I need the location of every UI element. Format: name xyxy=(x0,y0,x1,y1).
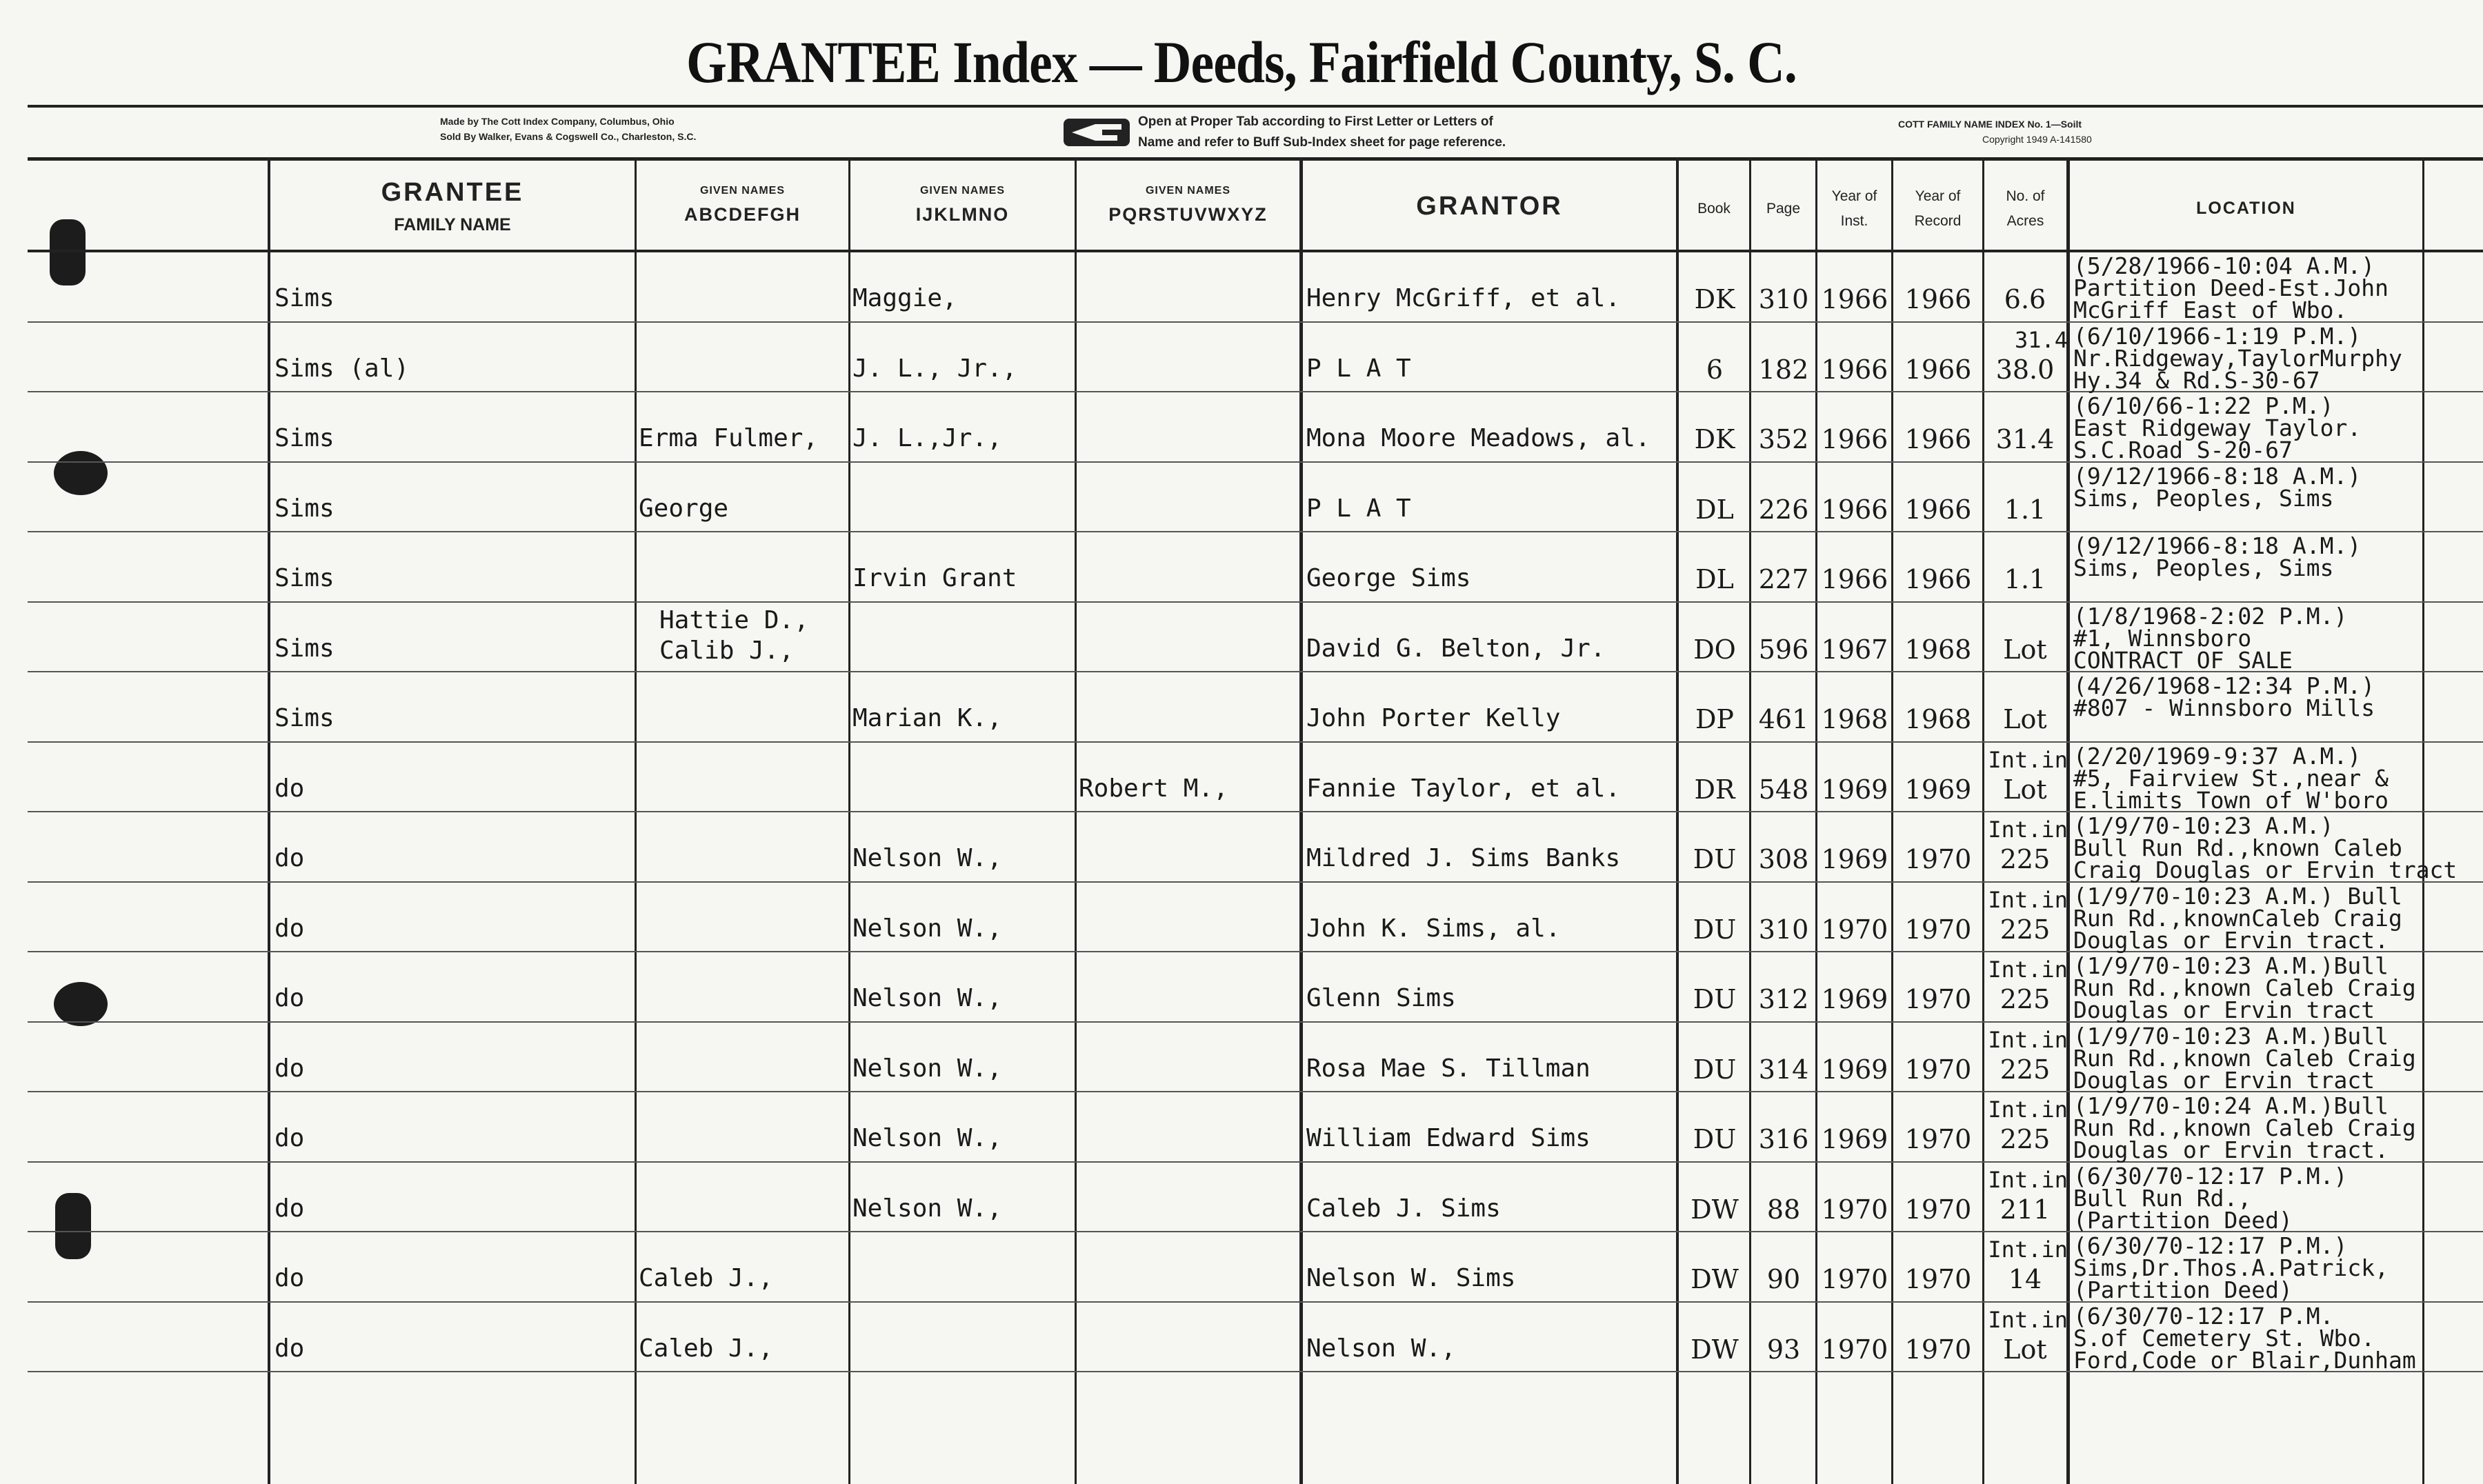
book-cell: DO xyxy=(1693,634,1736,665)
top-rule xyxy=(28,105,2483,108)
acres-header-line2: Acres xyxy=(2006,213,2044,229)
family-name-cell: do xyxy=(275,774,305,803)
acres-prefix-note: Int.in xyxy=(1988,886,2068,913)
location-line-2: Run Rd.,known Caleb Craig xyxy=(2073,1114,2416,1141)
page-cell: 548 xyxy=(1758,774,1809,805)
location-header: LOCATION xyxy=(2196,199,2296,218)
acres-prefix-note: Int.in xyxy=(1988,956,2068,983)
location-line-3: (Partition Deed) xyxy=(2073,1206,2293,1234)
family-name-cell: Sims xyxy=(275,564,335,592)
location-line-1: (1/9/70-10:24 A.M.)Bull xyxy=(2073,1092,2389,1119)
acres-cell: 225 xyxy=(2000,1124,2051,1154)
year-record-header-line2: Record xyxy=(1914,213,1962,229)
location-line-3: Craig Douglas or Ervin tract xyxy=(2073,856,2457,883)
grantor-cell: Glenn Sims xyxy=(1306,984,1456,1012)
year-record-cell: 1970 xyxy=(1904,914,1972,945)
grantor-cell: John Porter Kelly xyxy=(1306,704,1561,732)
book-cell: DW xyxy=(1691,1264,1739,1294)
family-name-cell: Sims xyxy=(275,704,335,732)
book-cell: DU xyxy=(1693,914,1737,945)
col-divider-3 xyxy=(848,160,850,1484)
acres-cell: 31.4 xyxy=(1995,424,2055,454)
pointing-hand-icon xyxy=(1062,113,1131,152)
year-record-cell: 1970 xyxy=(1904,1264,1972,1294)
location-line-2: Sims, Peoples, Sims xyxy=(2073,554,2334,581)
given-names-label-3: GIVEN NAMES xyxy=(1145,185,1230,197)
year-inst-cell: 1969 xyxy=(1821,1054,1888,1085)
family-name-cell: Sims xyxy=(275,634,335,663)
given-name-ijklmno-cell: Irvin Grant xyxy=(852,564,1017,592)
given-name-ijklmno-cell: Nelson W., xyxy=(852,1124,1002,1152)
location-line-2: Sims,Dr.Thos.A.Patrick, xyxy=(2073,1254,2389,1281)
year-record-cell: 1970 xyxy=(1904,1124,1972,1154)
location-line-2: Run Rd.,knownCaleb Craig xyxy=(2073,904,2402,932)
grantee-header: GRANTEE xyxy=(381,178,524,207)
acres-cell: 38.0 xyxy=(1995,354,2055,385)
binder-hole-upper xyxy=(54,451,108,495)
year-record-cell: 1970 xyxy=(1904,1334,1972,1365)
year-inst-cell: 1967 xyxy=(1821,634,1888,665)
family-name-cell: do xyxy=(275,1334,305,1363)
location-line-1: (4/26/1968-12:34 P.M.) xyxy=(2073,672,2375,699)
page-header: Page xyxy=(1766,201,1801,217)
given-names-label-1: GIVEN NAMES xyxy=(699,185,785,197)
given-name-ijklmno-cell: Nelson W., xyxy=(852,844,1002,872)
given-name-ijklmno-cell: Maggie, xyxy=(852,284,957,312)
grantor-cell: Nelson W. Sims xyxy=(1306,1264,1516,1292)
acres-header-line1: No. of xyxy=(2006,188,2045,204)
book-cell: DR xyxy=(1694,774,1735,805)
acres-cell: 225 xyxy=(2000,984,2051,1014)
page-cell: 88 xyxy=(1766,1194,1801,1225)
book-cell: DL xyxy=(1695,564,1734,594)
location-line-3: E.limits Town of W'boro xyxy=(2073,786,2389,814)
location-line-1: (1/9/70-10:23 A.M.)Bull xyxy=(2073,952,2389,979)
year-inst-cell: 1966 xyxy=(1821,424,1888,454)
given-name-ijklmno-cell: Marian K., xyxy=(852,704,1002,732)
year-inst-cell: 1970 xyxy=(1821,1194,1888,1225)
family-name-cell: do xyxy=(275,984,305,1012)
acres-cell: 225 xyxy=(2000,844,2051,874)
grantor-cell: P L A T xyxy=(1306,494,1411,523)
location-line-3: S.C.Road S-20-67 xyxy=(2073,437,2293,463)
location-line-1: (6/30/70-12:17 P.M.) xyxy=(2073,1162,2348,1190)
year-inst-header-line1: Year of xyxy=(1831,188,1877,204)
location-line-3: Douglas or Ervin tract. xyxy=(2073,1136,2389,1163)
book-cell: DU xyxy=(1693,1124,1737,1154)
year-inst-cell: 1969 xyxy=(1821,1124,1888,1154)
col-divider-4 xyxy=(1075,160,1077,1484)
given-names-label-2: GIVEN NAMES xyxy=(919,185,1005,197)
location-line-1: (6/10/1966-1:19 P.M.) xyxy=(2073,322,2362,350)
acres-cell: 14 xyxy=(2008,1264,2042,1294)
given-names-pqrstuvwxyz-header: PQRSTUVWXYZ xyxy=(1108,204,1268,225)
year-inst-cell: 1966 xyxy=(1821,564,1888,594)
grantor-cell: Mildred J. Sims Banks xyxy=(1306,844,1621,872)
grantor-cell: Nelson W., xyxy=(1306,1334,1456,1363)
location-line-3: Hy.34 & Rd.S-30-67 xyxy=(2073,366,2320,394)
book-cell: DK xyxy=(1694,424,1735,454)
grantor-cell: John K. Sims, al. xyxy=(1306,914,1561,943)
year-record-cell: 1970 xyxy=(1904,844,1972,874)
grantor-cell: Fannie Taylor, et al. xyxy=(1306,774,1621,803)
page-cell: 314 xyxy=(1758,1054,1809,1085)
col-divider-2 xyxy=(635,160,637,1484)
acres-prefix-note: Int.in xyxy=(1988,1026,2068,1053)
cott-index-label: COTT FAMILY NAME INDEX No. 1—Soilt xyxy=(1898,119,2082,130)
location-line-1: (1/9/70-10:23 A.M.) Bull xyxy=(2073,882,2402,910)
page-cell: 226 xyxy=(1758,494,1809,525)
family-name-header: FAMILY NAME xyxy=(394,215,511,234)
family-name-cell: Sims xyxy=(275,494,335,523)
year-record-cell: 1966 xyxy=(1904,494,1972,525)
year-record-cell: 1966 xyxy=(1904,354,1972,385)
year-inst-cell: 1968 xyxy=(1821,704,1888,734)
year-record-cell: 1970 xyxy=(1904,1194,1972,1225)
given-name-abcdefgh-cell: George xyxy=(639,494,729,523)
book-cell: DW xyxy=(1691,1194,1739,1225)
page-cell: 312 xyxy=(1758,984,1809,1014)
family-name-cell: Sims (al) xyxy=(275,354,410,383)
family-name-cell: do xyxy=(275,1124,305,1152)
acres-cell: Lot xyxy=(2003,774,2047,805)
location-line-2: Partition Deed-Est.John xyxy=(2073,274,2389,301)
location-line-3: Douglas or Ervin tract. xyxy=(2073,926,2389,954)
acres-cell: 225 xyxy=(2000,914,2051,945)
grantor-cell: William Edward Sims xyxy=(1306,1124,1590,1152)
year-inst-cell: 1970 xyxy=(1821,1334,1888,1365)
page-cell: 461 xyxy=(1758,704,1809,734)
book-cell: 6 xyxy=(1706,354,1724,385)
binder-slot-top xyxy=(50,219,86,285)
year-record-header-line1: Year of xyxy=(1915,188,1961,204)
location-line-2: #5, Fairview St.,near & xyxy=(2073,764,2389,792)
col-divider-6 xyxy=(1676,160,1679,1484)
family-name-cell: do xyxy=(275,1054,305,1083)
given-name-abcdefgh-cell: Hattie D., Calib J., xyxy=(659,605,809,665)
col-divider-5 xyxy=(1299,160,1303,1484)
location-line-3: Douglas or Ervin tract xyxy=(2073,1066,2375,1094)
acres-prefix-note: Int.in xyxy=(1988,1236,2068,1263)
given-names-ijklmno-header: IJKLMNO xyxy=(915,204,1010,225)
col-divider-7 xyxy=(1749,160,1751,1484)
col-divider-1 xyxy=(268,160,270,1484)
location-line-3: Douglas or Ervin tract xyxy=(2073,996,2375,1023)
acres-cell: Lot xyxy=(2003,634,2047,665)
location-line-2: #1, Winnsboro xyxy=(2073,624,2252,652)
year-record-cell: 1968 xyxy=(1904,704,1972,734)
grantor-cell: Mona Moore Meadows, al. xyxy=(1306,424,1651,452)
acres-prefix-note: Int.in xyxy=(1988,1096,2068,1123)
acres-prefix-note: Int.in xyxy=(1988,746,2068,773)
acres-cell: Lot xyxy=(2003,1334,2047,1365)
given-name-abcdefgh-cell: Erma Fulmer, xyxy=(639,424,819,452)
acres-prefix-note: Int.in xyxy=(1988,1166,2068,1193)
location-line-1: (6/30/70-12:17 P.M. xyxy=(2073,1302,2334,1330)
book-cell: DW xyxy=(1691,1334,1739,1365)
acres-cell: 1.1 xyxy=(2004,494,2046,525)
year-record-cell: 1966 xyxy=(1904,284,1972,314)
location-line-2: S.of Cemetery St. Wbo. xyxy=(2073,1324,2375,1352)
location-line-1: (1/9/70-10:23 A.M.) xyxy=(2073,812,2334,839)
page-cell: 596 xyxy=(1758,634,1809,665)
given-name-ijklmno-cell: Nelson W., xyxy=(852,914,1002,943)
year-inst-header-line2: Inst. xyxy=(1840,213,1868,229)
year-inst-cell: 1966 xyxy=(1821,494,1888,525)
grantor-cell: George Sims xyxy=(1306,564,1471,592)
given-names-abcdefgh-header: ABCDEFGH xyxy=(684,204,801,225)
acres-cell: Lot xyxy=(2003,704,2047,734)
year-inst-cell: 1966 xyxy=(1821,354,1888,385)
year-inst-cell: 1966 xyxy=(1821,284,1888,314)
page-cell: 90 xyxy=(1766,1264,1801,1294)
location-line-1: (1/9/70-10:23 A.M.)Bull xyxy=(2073,1022,2389,1050)
header-rule xyxy=(28,157,2483,161)
book-cell: DU xyxy=(1693,984,1737,1014)
location-line-1: (6/30/70-12:17 P.M.) xyxy=(2073,1232,2348,1259)
year-record-cell: 1970 xyxy=(1904,1054,1972,1085)
family-name-cell: Sims xyxy=(275,424,335,452)
acres-prefix-note: 31.4 xyxy=(2014,326,2068,353)
location-line-2: Nr.Ridgeway,TaylorMurphy xyxy=(2073,344,2402,372)
page-cell: 227 xyxy=(1758,564,1809,594)
grantor-cell: Henry McGriff, et al. xyxy=(1306,284,1621,312)
book-cell: DP xyxy=(1695,704,1735,734)
page-cell: 182 xyxy=(1758,354,1809,385)
family-name-cell: do xyxy=(275,844,305,872)
year-record-cell: 1966 xyxy=(1904,424,1972,454)
location-line-2: Run Rd.,known Caleb Craig xyxy=(2073,974,2416,1001)
given-name-abcdefgh-cell: Caleb J., xyxy=(639,1334,774,1363)
page-cell: 310 xyxy=(1758,284,1809,314)
location-line-3: McGriff East of Wbo. xyxy=(2073,297,2348,323)
location-line-1: (2/20/1969-9:37 A.M.) xyxy=(2073,742,2362,770)
instructions-line-1: Open at Proper Tab according to First Letter or Letters of xyxy=(1138,114,1493,129)
page-cell: 310 xyxy=(1758,914,1809,945)
family-name-cell: do xyxy=(275,1194,305,1223)
page-cell: 93 xyxy=(1766,1334,1801,1365)
family-name-cell: do xyxy=(275,914,305,943)
binder-hole-lower xyxy=(54,982,108,1026)
acres-prefix-note: Int.in xyxy=(1988,816,2068,843)
given-name-abcdefgh-cell: Caleb J., xyxy=(639,1264,774,1292)
location-line-3: CONTRACT OF SALE xyxy=(2073,646,2293,674)
location-line-1: (9/12/1966-8:18 A.M.) xyxy=(2073,532,2362,559)
page-cell: 308 xyxy=(1758,844,1809,874)
maker-line-1: Made by The Cott Index Company, Columbus, Ohio xyxy=(440,116,675,127)
binder-slot-bottom xyxy=(55,1193,91,1259)
year-inst-cell: 1969 xyxy=(1821,844,1888,874)
page-title: GRANTEE Index — Deeds, Fairfield County, S. C. xyxy=(686,29,1797,95)
acres-prefix-note: Int.in xyxy=(1988,1306,2068,1333)
instructions-line-2: Name and refer to Buff Sub-Index sheet for page reference. xyxy=(1138,135,1506,150)
page-cell: 316 xyxy=(1758,1124,1809,1154)
year-record-cell: 1968 xyxy=(1904,634,1972,665)
year-inst-cell: 1969 xyxy=(1821,774,1888,805)
acres-cell: 1.1 xyxy=(2004,564,2046,594)
acres-cell: 6.6 xyxy=(2004,284,2046,314)
location-line-2: Sims, Peoples, Sims xyxy=(2073,484,2334,512)
year-inst-cell: 1969 xyxy=(1821,984,1888,1014)
grantor-cell: David G. Belton, Jr. xyxy=(1306,634,1606,663)
col-divider-8 xyxy=(1815,160,1817,1484)
location-line-2: #807 - Winnsboro Mills xyxy=(2073,694,2375,721)
given-name-pqrstuvwxyz-cell: Robert M., xyxy=(1079,774,1228,803)
location-line-1: (5/28/1966-10:04 A.M.) xyxy=(2073,252,2375,279)
book-cell: DL xyxy=(1695,494,1734,525)
year-record-cell: 1970 xyxy=(1904,984,1972,1014)
copyright-label: Copyright 1949 A-141580 xyxy=(1982,134,2092,145)
grantor-cell: P L A T xyxy=(1306,354,1411,383)
maker-line-2: Sold By Walker, Evans & Cogswell Co., Charleston, S.C. xyxy=(440,131,697,142)
col-divider-9 xyxy=(1891,160,1893,1484)
year-inst-cell: 1970 xyxy=(1821,914,1888,945)
book-cell: DU xyxy=(1693,844,1737,874)
year-record-cell: 1969 xyxy=(1904,774,1972,805)
book-cell: DU xyxy=(1693,1054,1737,1085)
grantor-cell: Caleb J. Sims xyxy=(1306,1194,1501,1223)
year-inst-cell: 1970 xyxy=(1821,1264,1888,1294)
book-header: Book xyxy=(1697,201,1731,217)
given-name-ijklmno-cell: Nelson W., xyxy=(852,1194,1002,1223)
given-name-ijklmno-cell: Nelson W., xyxy=(852,984,1002,1012)
location-line-2: Bull Run Rd., xyxy=(2073,1184,2252,1212)
acres-cell: 225 xyxy=(2000,1054,2051,1085)
grantor-cell: Rosa Mae S. Tillman xyxy=(1306,1054,1590,1083)
acres-cell: 211 xyxy=(2000,1194,2051,1225)
location-line-2: East Ridgeway Taylor. xyxy=(2073,414,2362,441)
location-line-1: (1/8/1968-2:02 P.M.) xyxy=(2073,602,2348,630)
location-line-1: (9/12/1966-8:18 A.M.) xyxy=(2073,462,2362,490)
location-line-2: Run Rd.,known Caleb Craig xyxy=(2073,1044,2416,1072)
given-name-ijklmno-cell: Nelson W., xyxy=(852,1054,1002,1083)
location-line-2: Bull Run Rd.,known Caleb xyxy=(2073,834,2402,861)
right-edge-line xyxy=(2422,160,2424,1484)
location-line-1: (6/10/66-1:22 P.M.) xyxy=(2073,392,2334,419)
page-cell: 352 xyxy=(1758,424,1809,454)
given-name-ijklmno-cell: J. L.,Jr., xyxy=(852,424,1002,452)
location-line-3: Ford,Code or Blair,Dunham xyxy=(2073,1346,2416,1374)
location-line-3: (Partition Deed) xyxy=(2073,1276,2293,1303)
given-name-ijklmno-cell: J. L., Jr., xyxy=(852,354,1017,383)
grantor-header: GRANTOR xyxy=(1416,192,1563,221)
book-cell: DK xyxy=(1694,284,1735,314)
family-name-cell: do xyxy=(275,1264,305,1292)
year-record-cell: 1966 xyxy=(1904,564,1972,594)
family-name-cell: Sims xyxy=(275,284,335,312)
